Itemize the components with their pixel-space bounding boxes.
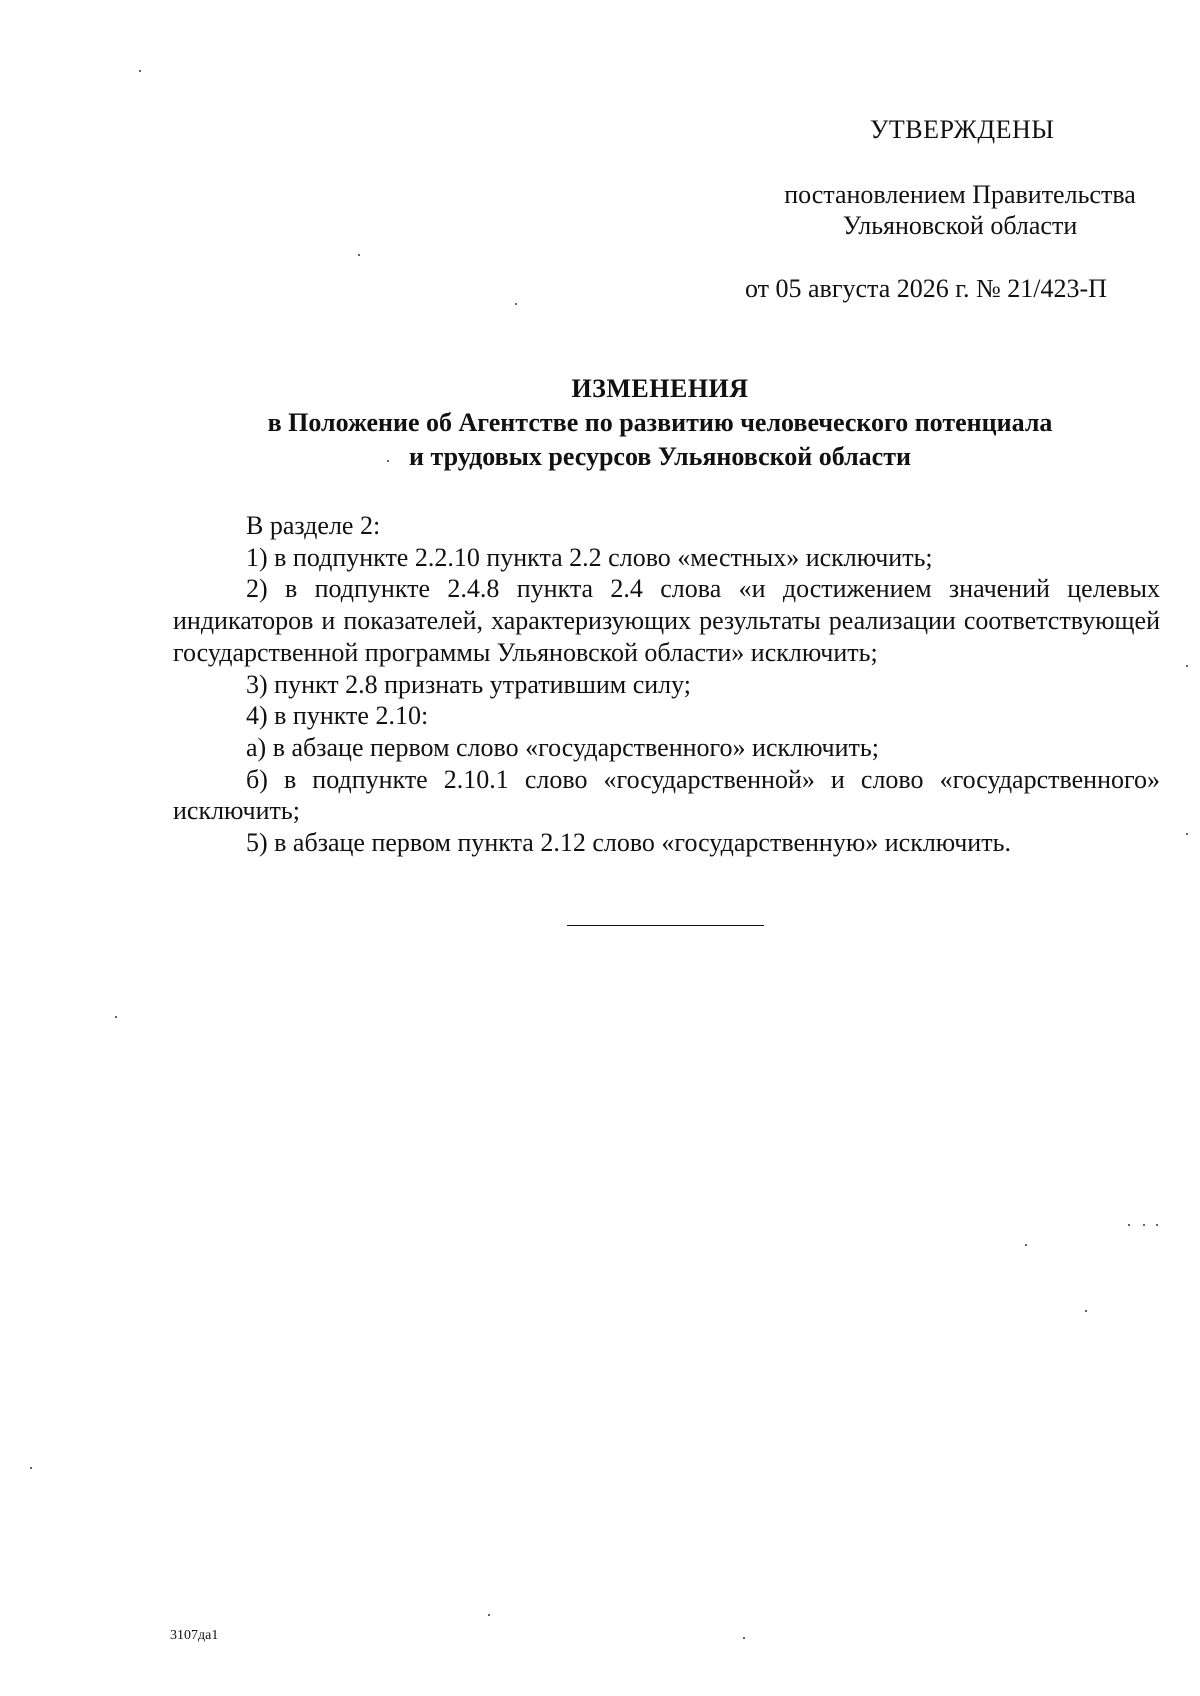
end-divider	[567, 925, 764, 926]
scan-speck	[139, 70, 141, 72]
list-item: а) в абзаце первом слово «государственного» исключить;	[246, 732, 879, 762]
list-item: 4) в пункте 2.10:	[246, 701, 429, 731]
approval-authority-line1: постановлением Правительства	[784, 180, 1136, 209]
list-item: 5) в абзаце первом пункта 2.12 слово «государственную» исключить.	[246, 828, 1011, 858]
scan-speck	[387, 460, 389, 462]
section-intro: В разделе 2:	[246, 511, 381, 540]
title-subject-line2: и трудовых ресурсов Ульяновской области	[409, 442, 911, 471]
title-subject-line1: в Положение об Агентстве по развитию человеческого потенциала	[267, 408, 1053, 437]
scan-speck	[1186, 833, 1188, 835]
scan-speck	[1085, 1310, 1087, 1312]
document-title	[160, 372, 1160, 474]
scan-speck	[1186, 665, 1188, 667]
list-item: 3) пункт 2.8 признать утратившим силу;	[246, 669, 692, 699]
document-code: 3107да1	[170, 1628, 219, 1643]
scan-speck	[488, 1614, 490, 1616]
approval-authority-line2: Ульяновской области	[842, 211, 1078, 240]
scan-speck	[30, 1467, 32, 1469]
scan-speck	[1156, 1224, 1158, 1226]
approval-label: УТВЕРЖДЕНЫ	[870, 115, 1055, 144]
list-item: 1) в подпункте 2.2.10 пункта 2.2 слово «местных» исключить;	[246, 542, 933, 572]
list-item: 2) в подпункте 2.4.8 пункта 2.4 слова «и достижением значений целевых индикаторов и показателей, характеризующих результаты реализации соответствующей государственной программы Ульяновской области» исключить;	[173, 574, 1160, 667]
scan-speck	[1128, 1224, 1130, 1226]
approval-date-number: от 05 августа 2026 г. № 21/423-П	[745, 274, 1107, 303]
scan-speck	[358, 254, 360, 256]
scan-speck	[515, 303, 517, 305]
document-body	[173, 510, 1160, 859]
list-item: б) в подпункте 2.10.1 слово «государственной» и слово «государственного» исключить;	[173, 764, 1160, 826]
scan-speck	[1143, 1224, 1145, 1226]
approval-authority	[760, 179, 1160, 241]
scan-speck	[743, 1637, 745, 1639]
title-heading: ИЗМЕНЕНИЯ	[571, 374, 749, 403]
scan-speck	[1025, 1244, 1027, 1246]
scan-speck	[115, 1016, 117, 1018]
